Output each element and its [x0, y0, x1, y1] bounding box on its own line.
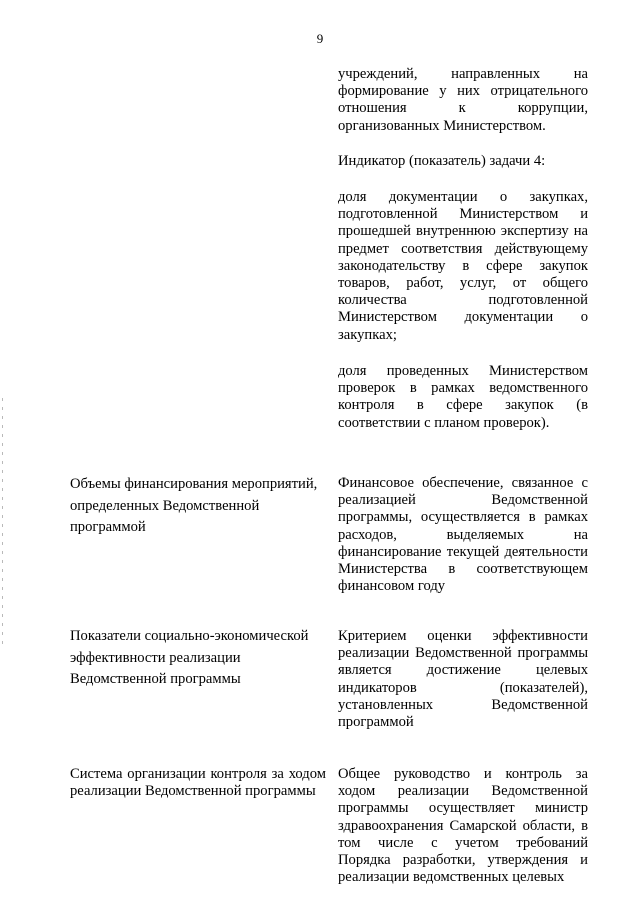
indicator-heading: Индикатор (показатель) задачи 4:	[338, 153, 546, 169]
row-content-control-system: Общее руководство и контроль за ходом реализации Ведомственной программы осуществляет министр здравоохранения Самарской области, в том числе с учетом требований Порядка разработки, утверждения и реализации ведомственных целевых	[338, 766, 588, 886]
row-content-financing: Финансовое обеспечение, связанное с реализацией Ведомственной программы, осуществляется в рамках расходов, выделяемых на финансирование текущей деятельности Министерства в соответствующем финансовом году	[338, 475, 588, 595]
page-number: 9	[316, 31, 324, 46]
row-label-efficiency: Показатели социально-экономической эффективности реализации Ведомственной программы	[70, 628, 309, 687]
row-label-financing: Объемы финансирования мероприятий, определенных Ведомственной программой	[70, 476, 318, 535]
section-text-paragraph: учреждений, направленных на формирование у них отрицательного отношения к коррупции, организованных Министерством.	[338, 66, 588, 134]
margin-scan-mark	[2, 398, 3, 648]
row-label-control-system: Система организации контроля за ходом реализации Ведомственной программы	[70, 766, 326, 800]
row-content-efficiency: Критерием оценки эффективности реализации Ведомственной программы является достижение целевых индикаторов (показателей), установленных Ведомственной программой	[338, 628, 588, 731]
indicator-item-procurement-docs: доля документации о закупках, подготовленной Министерством и прошедшей внутреннюю экспертизу на предмет соответствия действующему законодательству в сфере закупок товаров, работ, услуг, от общего количества подготовленной Министерством документации о закупках;	[338, 189, 588, 343]
indicator-item-inspections: доля проведенных Министерством проверок в рамках ведомственного контроля в сфере закупок (в соответствии с планом проверок).	[338, 363, 588, 431]
